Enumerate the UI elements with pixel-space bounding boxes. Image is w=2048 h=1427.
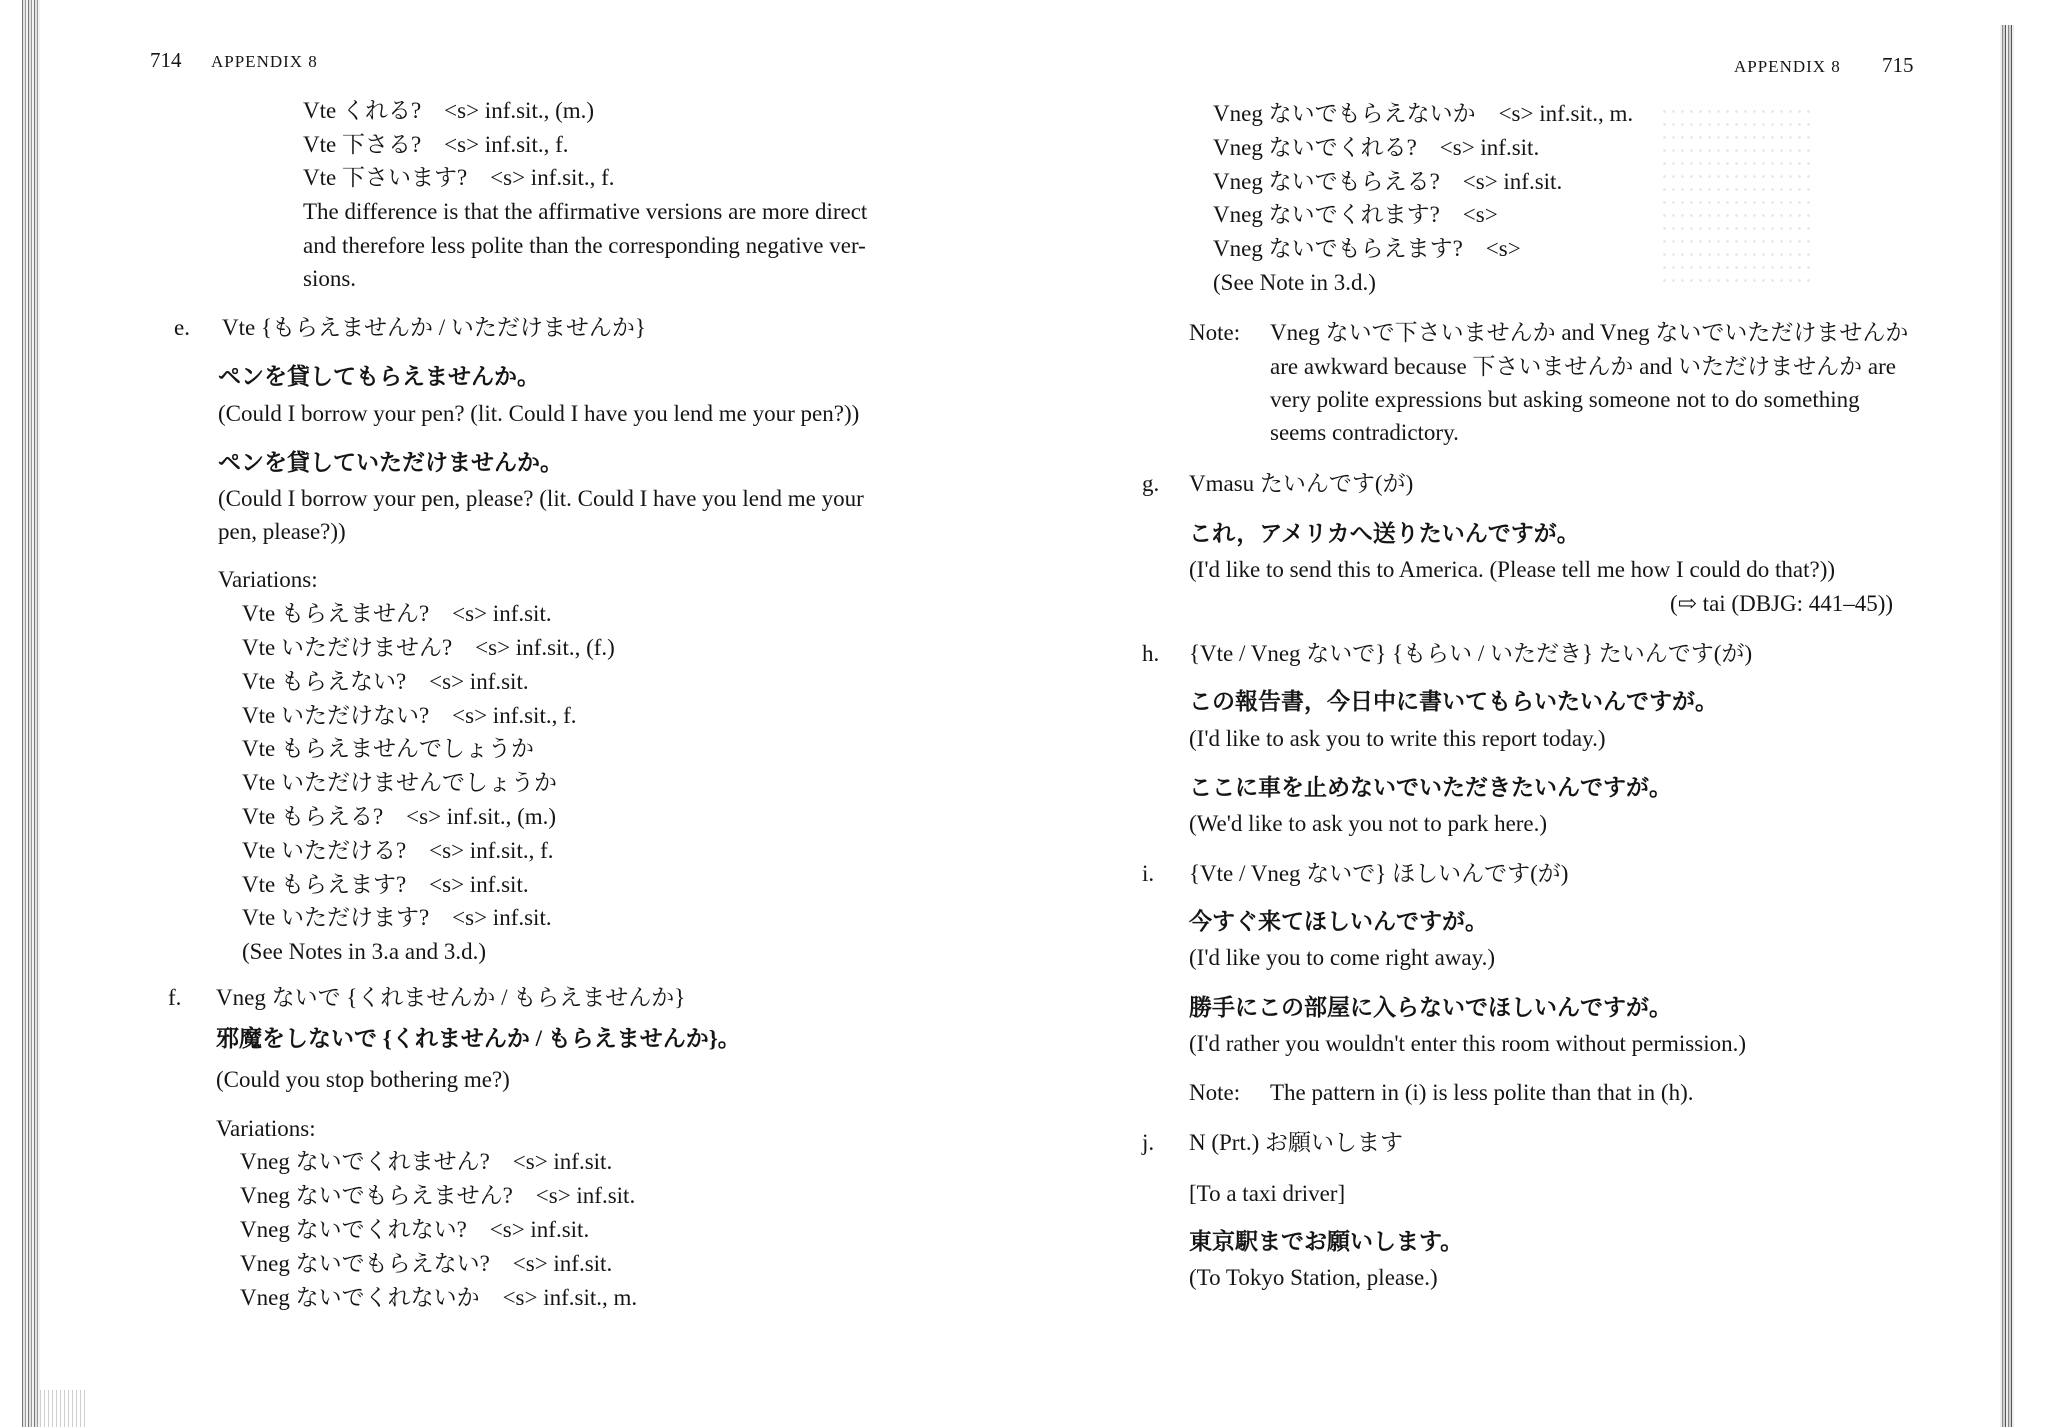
variation-line: Vneg ないでくれません? <s> inf.sit. <box>240 1149 613 1174</box>
variation-line: Vneg ないでもらえない? <s> inf.sit. <box>240 1251 613 1276</box>
note-text: are awkward because 下さいませんか and いただけませんか are <box>1270 354 1896 379</box>
right-page-binding-edge <box>2000 25 2014 1427</box>
note-text: Vneg ないで下さいませんか and Vneg ないでいただけませんか <box>1270 320 1909 345</box>
variation-line: Vte もらえません? <s> inf.sit. <box>242 601 552 626</box>
translation: (Could I borrow your pen, please? (lit. Could I have you lend me your <box>218 486 864 511</box>
left-page-corner-shadow <box>40 1390 88 1427</box>
variation-line: Vte いただけませんでしょうか <box>242 770 557 795</box>
example-sentence: ペンを貸していただけませんか。 <box>218 450 563 475</box>
notes-reference: (See Note in 3.d.) <box>1213 270 1376 295</box>
pattern-heading-g: Vmasu たいんです(が) <box>1189 471 1414 496</box>
variation-line: Vneg ないでくれる? <s> inf.sit. <box>1213 135 1540 160</box>
variation-line: Vte くれる? <s> inf.sit., (m.) <box>303 98 595 123</box>
example-sentence: ここに車を止めないでいただきたいんですが。 <box>1189 775 1672 800</box>
variation-line: Vte 下さいます? <s> inf.sit., f. <box>303 165 615 190</box>
note-text: seems contradictory. <box>1270 420 1459 445</box>
variations-heading: Variations: <box>216 1116 316 1141</box>
variation-line: Vneg ないでくれないか <s> inf.sit., m. <box>240 1285 638 1310</box>
notes-reference: (See Notes in 3.a and 3.d.) <box>242 939 486 964</box>
section-label-e: e. <box>174 315 190 340</box>
variation-line: Vte 下さる? <s> inf.sit., f. <box>303 132 569 157</box>
variation-line: Vneg ないでもらえる? <s> inf.sit. <box>1213 169 1563 194</box>
translation: (Could you stop bothering me?) <box>216 1067 510 1092</box>
pattern-heading-e: Vte {もらえませんか / いただけませんか} <box>222 315 646 340</box>
note-label: Note: <box>1189 320 1241 345</box>
left-page-binding-edge <box>22 0 40 1427</box>
translation: (We'd like to ask you not to park here.) <box>1189 811 1548 836</box>
explanation-line: and therefore less polite than the corresponding negative ver- <box>303 233 866 258</box>
pattern-heading-j: N (Prt.) お願いします <box>1189 1130 1404 1155</box>
variation-line: Vte もらえます? <s> inf.sit. <box>242 872 529 897</box>
section-label-f: f. <box>168 985 182 1010</box>
variation-line: Vte いただけない? <s> inf.sit., f. <box>242 703 577 728</box>
translation: (I'd rather you wouldn't enter this room without permission.) <box>1189 1031 1746 1056</box>
translation: pen, please?)) <box>218 519 346 544</box>
translation: (I'd like you to come right away.) <box>1189 945 1496 970</box>
pattern-heading-i: {Vte / Vneg ないで} ほしいんです(が) <box>1189 861 1569 886</box>
right-running-head: APPENDIX 8 <box>1734 57 1841 76</box>
cross-reference: (⇨ tai (DBJG: 441–45)) <box>1670 591 1894 616</box>
variation-line: Vte もらえませんでしょうか <box>242 736 534 761</box>
pattern-heading-h: {Vte / Vneg ないで} {もらい / いただき} たいんです(が) <box>1189 641 1753 666</box>
variation-line: Vte いただけます? <s> inf.sit. <box>242 905 552 930</box>
translation: (Could I borrow your pen? (lit. Could I have you lend me your pen?)) <box>218 401 860 426</box>
variation-line: Vte もらえる? <s> inf.sit., (m.) <box>242 804 557 829</box>
variations-heading: Variations: <box>218 567 318 592</box>
example-sentence: 東京駅までお願いします。 <box>1189 1229 1464 1254</box>
note-text: very polite expressions but asking someone not to do something <box>1270 387 1860 412</box>
variation-line: Vneg ないでもらえないか <s> inf.sit., m. <box>1213 101 1634 126</box>
pattern-heading-f: Vneg ないで {くれませんか / もらえませんか} <box>216 985 686 1010</box>
variation-line: Vte いただける? <s> inf.sit., f. <box>242 838 554 863</box>
section-label-g: g. <box>1142 471 1160 496</box>
variation-line: Vneg ないでもらえます? <s> <box>1213 236 1521 261</box>
variation-line: Vte いただけません? <s> inf.sit., (f.) <box>242 635 615 660</box>
variation-line: Vte もらえない? <s> inf.sit. <box>242 669 529 694</box>
variation-line: Vneg ないでくれない? <s> inf.sit. <box>240 1217 590 1242</box>
note-label: Note: <box>1189 1080 1241 1105</box>
translation: (I'd like to send this to America. (Please tell me how I could do that?)) <box>1189 557 1836 582</box>
scan-noise <box>1660 105 1810 285</box>
example-sentence: この報告書，今日中に書いてもらいたいんですが。 <box>1189 689 1718 714</box>
example-sentence: これ，アメリカへ送りたいんですが。 <box>1189 521 1580 546</box>
right-page-number: 715 <box>1882 53 1914 77</box>
example-sentence: 邪魔をしないで {くれませんか / もらえませんか}。 <box>216 1026 741 1051</box>
variation-line: Vneg ないでくれます? <s> <box>1213 202 1498 227</box>
explanation-line: sions. <box>303 266 357 291</box>
section-label-i: i. <box>1142 861 1155 886</box>
translation: (I'd like to ask you to write this report today.) <box>1189 726 1606 751</box>
left-page-number: 714 <box>150 48 182 72</box>
section-label-h: h. <box>1142 641 1160 666</box>
note-text: The pattern in (i) is less polite than that in (h). <box>1270 1080 1694 1105</box>
variation-line: Vneg ないでもらえません? <s> inf.sit. <box>240 1183 636 1208</box>
explanation-line: The difference is that the affirmative versions are more direct <box>303 199 868 224</box>
context-note: [To a taxi driver] <box>1189 1181 1346 1206</box>
example-sentence: 勝手にこの部屋に入らないでほしいんですが。 <box>1189 995 1672 1020</box>
section-label-j: j. <box>1142 1130 1155 1155</box>
example-sentence: 今すぐ来てほしいんですが。 <box>1189 909 1488 934</box>
example-sentence: ペンを貸してもらえませんか。 <box>218 364 540 389</box>
translation: (To Tokyo Station, please.) <box>1189 1265 1438 1290</box>
left-running-head: APPENDIX 8 <box>211 52 318 71</box>
